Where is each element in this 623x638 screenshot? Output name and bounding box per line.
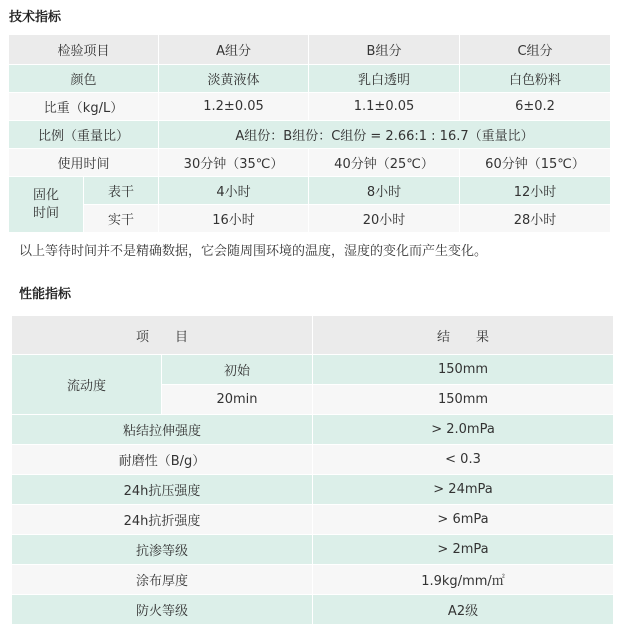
cell-c: 白色粉料 — [460, 65, 611, 93]
cell-a: 淡黄液体 — [159, 65, 309, 93]
row-label: 比例（重量比） — [9, 121, 159, 149]
table-row — [9, 65, 611, 93]
cell-a: 1.2±0.05 — [159, 93, 309, 121]
row-label: 粘结拉伸强度 — [12, 415, 313, 445]
row-label: 24h抗压强度 — [12, 475, 313, 505]
table-row — [12, 355, 614, 385]
sub-label: 20min — [162, 385, 313, 415]
header-c: C组分 — [460, 35, 611, 65]
result-value: 1.9kg/mm/㎡ — [313, 565, 614, 595]
row-label: 防火等级 — [12, 595, 313, 625]
cure-label-line2: 时间 — [32, 205, 59, 221]
result-value: 150mm — [313, 355, 614, 385]
cell-c: 60分钟（15℃） — [460, 149, 611, 177]
table-row — [9, 93, 611, 121]
table-row — [9, 205, 611, 233]
cell-merged-ratio: A组份：B组份：C组份 = 2.66:1 : 16.7（重量比） — [159, 121, 611, 149]
cell-a: 30分钟（35℃） — [159, 149, 309, 177]
result-value: A2级 — [313, 595, 614, 625]
sub-label: 表干 — [84, 177, 159, 205]
tech-spec-table — [8, 34, 611, 233]
row-label: 比重（kg/L） — [9, 93, 159, 121]
cell-b: 40分钟（25℃） — [309, 149, 460, 177]
cell-a: 4小时 — [159, 177, 309, 205]
result-value: > 2.0mPa — [313, 415, 614, 445]
row-label: 使用时间 — [9, 149, 159, 177]
cell-b: 20小时 — [309, 205, 460, 233]
perf-header-row — [12, 316, 614, 355]
cell-c: 6±0.2 — [460, 93, 611, 121]
table-row — [12, 445, 614, 475]
sub-label: 实干 — [84, 205, 159, 233]
table-row — [9, 149, 611, 177]
table-row — [12, 505, 614, 535]
tech-header-row — [9, 35, 611, 65]
table-row — [12, 475, 614, 505]
row-label: 耐磨性（B/g） — [12, 445, 313, 475]
result-value: > 6mPa — [313, 505, 614, 535]
performance-table — [11, 315, 614, 625]
timing-note: 以上等待时间并不是精确数据，它会随周围环境的温度，湿度的变化而产生变化。 — [19, 244, 488, 259]
table-row — [12, 565, 614, 595]
row-label: 颜色 — [9, 65, 159, 93]
cell-c: 12小时 — [460, 177, 611, 205]
table-row — [12, 415, 614, 445]
cure-time-label — [9, 177, 84, 233]
result-value: < 0.3 — [313, 445, 614, 475]
result-value: 150mm — [313, 385, 614, 415]
tech-spec-heading: 技术指标 — [9, 10, 62, 25]
cell-c: 28小时 — [460, 205, 611, 233]
result-value: > 24mPa — [313, 475, 614, 505]
cell-b: 乳白透明 — [309, 65, 460, 93]
table-row — [12, 535, 614, 565]
table-row — [9, 177, 611, 205]
cell-a: 16小时 — [159, 205, 309, 233]
header-item: 项 目 — [12, 316, 313, 355]
row-label: 抗渗等级 — [12, 535, 313, 565]
sub-label: 初始 — [162, 355, 313, 385]
performance-heading: 性能指标 — [19, 287, 72, 302]
cure-label-line1: 固化 — [32, 187, 59, 203]
header-a: A组分 — [159, 35, 309, 65]
table-row — [9, 121, 611, 149]
header-item: 检验项目 — [9, 35, 159, 65]
table-row — [12, 595, 614, 625]
flow-label: 流动度 — [12, 355, 162, 415]
result-value: > 2mPa — [313, 535, 614, 565]
cell-b: 1.1±0.05 — [309, 93, 460, 121]
header-result: 结 果 — [313, 316, 614, 355]
row-label: 涂布厚度 — [12, 565, 313, 595]
cell-b: 8小时 — [309, 177, 460, 205]
row-label: 24h抗折强度 — [12, 505, 313, 535]
header-b: B组分 — [309, 35, 460, 65]
